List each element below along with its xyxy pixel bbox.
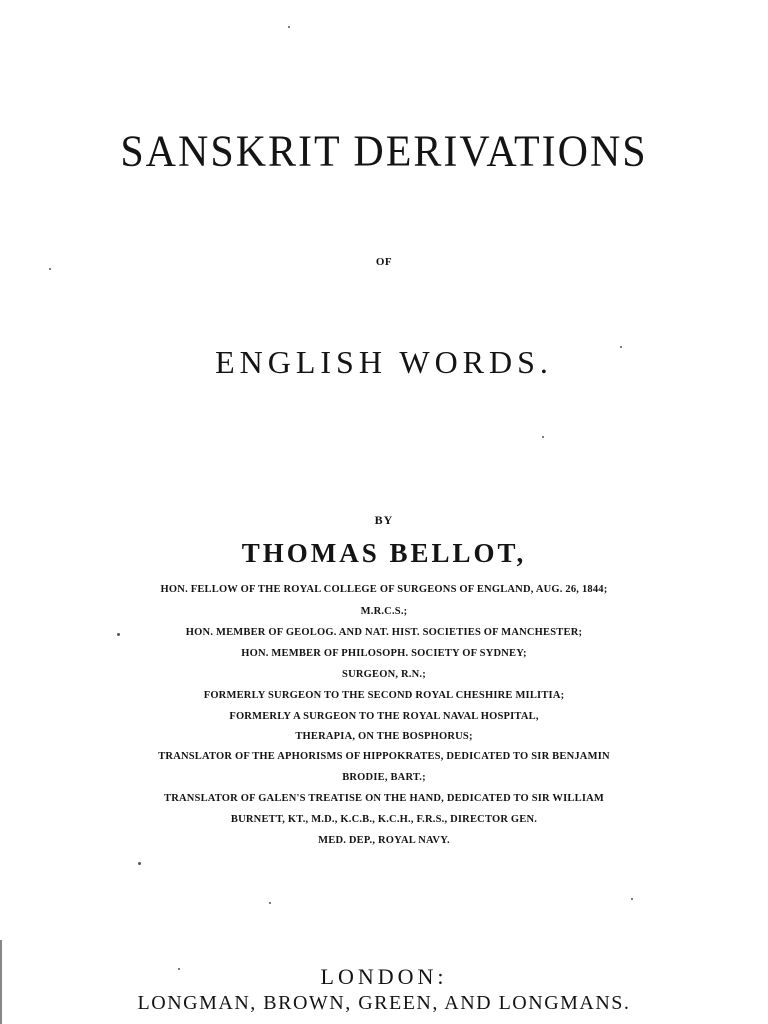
imprint-publisher: LONGMAN, BROWN, GREEN, AND LONGMANS.: [137, 992, 631, 1014]
scan-speck: [269, 902, 271, 904]
scan-edge-mark: [0, 940, 2, 1024]
credential-line: FORMERLY A SURGEON TO THE ROYAL NAVAL HOSPITAL,: [229, 711, 539, 722]
book-title: SANSKRIT DERIVATIONS: [120, 127, 648, 177]
scan-speck: [49, 268, 51, 270]
scan-speck: [288, 26, 290, 28]
credential-line: TRANSLATOR OF GALEN'S TREATISE ON THE HAND, DEDICATED TO SIR WILLIAM: [163, 793, 605, 804]
imprint-city: LONDON:: [320, 964, 448, 989]
scan-speck: [138, 862, 141, 865]
credential-line: SURGEON, R.N.;: [342, 669, 426, 680]
credential-line: HON. MEMBER OF GEOLOG. AND NAT. HIST. SOCIETIES OF MANCHESTER;: [185, 627, 583, 638]
author-name: THOMAS BELLOT,: [241, 538, 527, 568]
credential-line: THERAPIA, ON THE BOSPHORUS;: [295, 731, 473, 742]
credential-line: BRODIE, BART.;: [342, 772, 426, 783]
credential-line: HON. MEMBER OF PHILOSOPH. SOCIETY OF SYDNEY;: [241, 648, 527, 659]
book-subtitle: ENGLISH WORDS.: [215, 344, 553, 380]
scan-speck: [178, 968, 180, 970]
byline-by: BY: [374, 513, 394, 527]
scan-speck: [542, 436, 544, 438]
credential-line: TRANSLATOR OF THE APHORISMS OF HIPPOKRATES, DEDICATED TO SIR BENJAMIN: [158, 751, 610, 762]
scan-speck: [631, 898, 633, 900]
credential-line: M.R.C.S.;: [360, 606, 408, 617]
title-connector: OF: [375, 256, 393, 268]
credential-line: MED. DEP., ROYAL NAVY.: [318, 835, 450, 846]
scan-speck: [117, 633, 120, 636]
credential-line: BURNETT, KT., M.D., K.C.B., K.C.H., F.R.S., DIRECTOR GEN.: [230, 814, 538, 825]
credential-line: FORMERLY SURGEON TO THE SECOND ROYAL CHESHIRE MILITIA;: [203, 690, 565, 701]
credential-line: HON. FELLOW OF THE ROYAL COLLEGE OF SURGEONS OF ENGLAND, AUG. 26, 1844;: [160, 584, 608, 595]
scan-speck: [620, 346, 622, 348]
